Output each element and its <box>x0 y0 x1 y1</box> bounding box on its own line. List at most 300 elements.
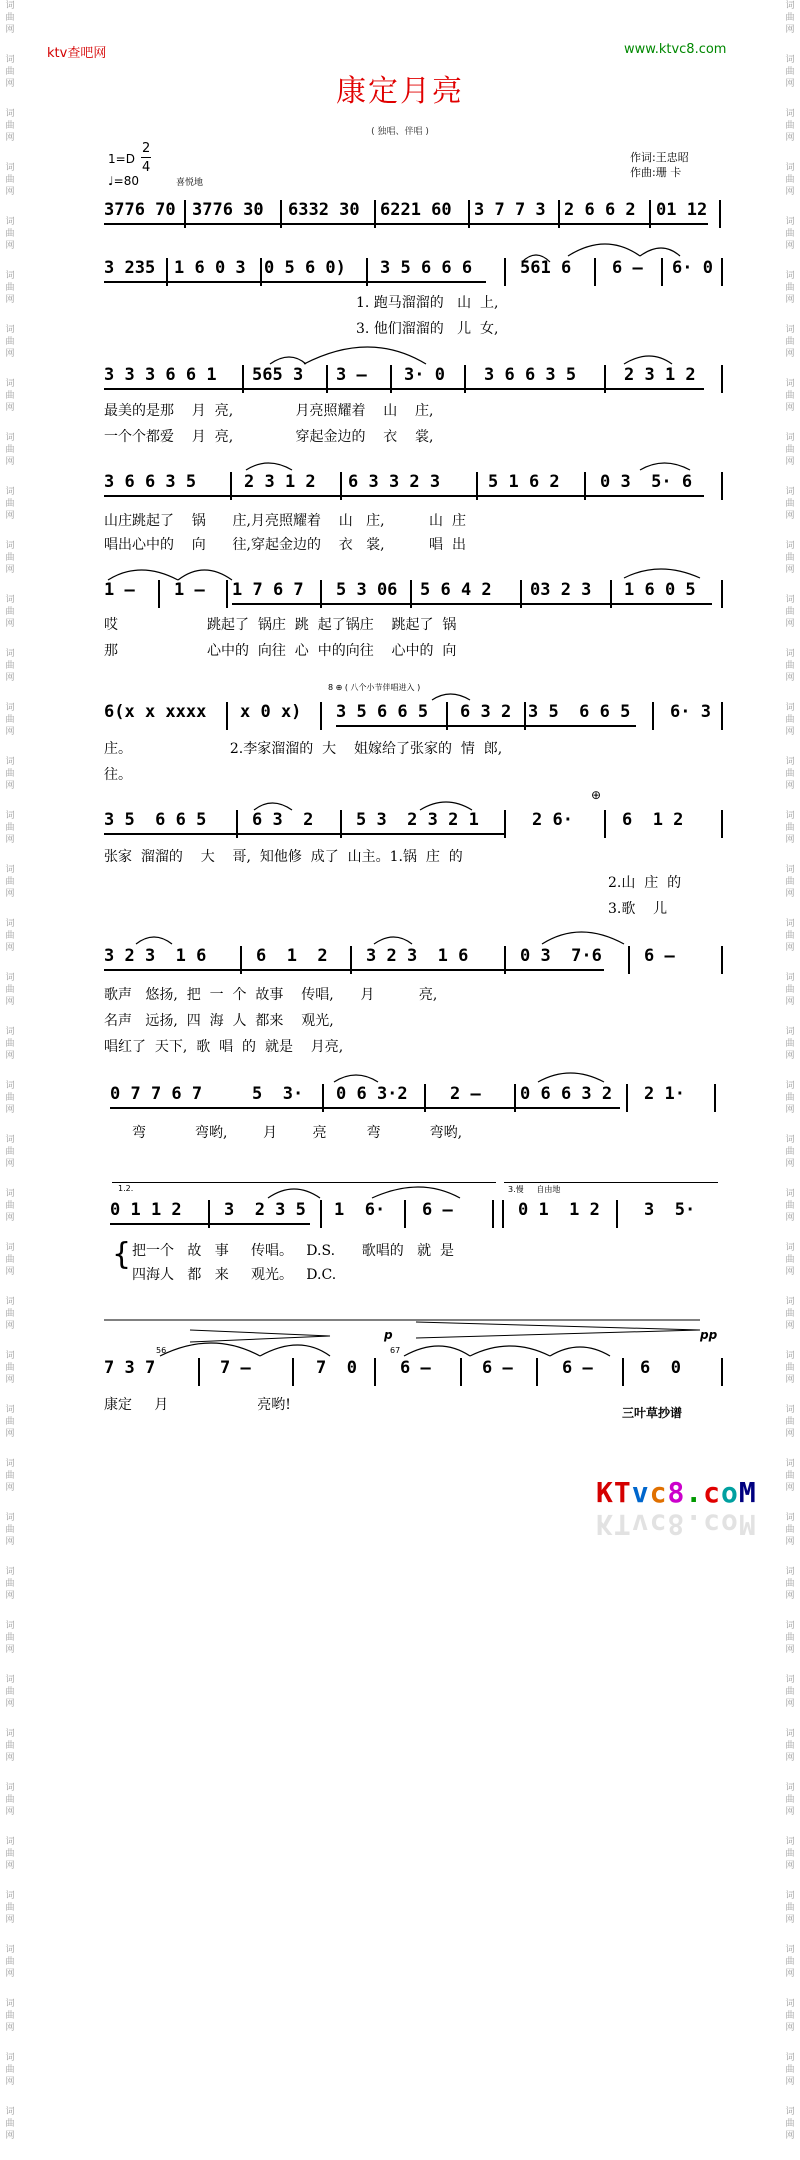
side-watermark-char: 曲 <box>785 823 795 833</box>
side-watermark-char: 曲 <box>785 1093 795 1103</box>
side-watermark-char: 网 <box>5 943 15 953</box>
measure: 2 6 6 2 <box>564 200 636 220</box>
side-watermark-char: 词 <box>785 379 795 389</box>
side-watermark-char: 网 <box>5 133 15 143</box>
measure: 6332 30 <box>288 200 360 220</box>
measure: 6· 0 <box>672 258 713 278</box>
side-watermark-char: 网 <box>785 79 795 89</box>
grace-note: 56 <box>156 1346 167 1355</box>
side-watermark-char: 网 <box>5 1213 15 1223</box>
side-watermark-char: 网 <box>785 1861 795 1871</box>
side-watermark-char: 网 <box>785 1375 795 1385</box>
measure: 6 0 <box>640 1358 681 1378</box>
side-watermark-char: 网 <box>5 1537 15 1547</box>
side-watermark-char: 网 <box>785 997 795 1007</box>
site-url[interactable]: www.ktvc8.com <box>624 42 727 57</box>
side-watermark-char: 网 <box>5 673 15 683</box>
side-watermark-char: 词 <box>5 1513 15 1523</box>
lyric-line: 康定 月 亮哟! <box>104 1397 291 1413</box>
measure: 6 1 2 <box>256 946 328 966</box>
measure: 7 – <box>220 1358 251 1378</box>
measure: 561 6 <box>520 258 572 278</box>
side-watermark-char: 词 <box>5 163 15 173</box>
score-row-6 <box>104 700 724 730</box>
side-watermark-char: 词 <box>5 55 15 65</box>
barline <box>721 580 723 608</box>
side-watermark-char: 曲 <box>5 445 15 455</box>
side-watermark-char: 词 <box>785 1891 795 1901</box>
side-watermark-char: 网 <box>5 781 15 791</box>
side-watermark-char: 曲 <box>785 1633 795 1643</box>
side-watermark-char: 曲 <box>785 661 795 671</box>
side-watermark-char: 网 <box>785 457 795 467</box>
side-watermark-char: 词 <box>5 703 15 713</box>
side-watermark-char: 曲 <box>5 175 15 185</box>
measure: 3 235 <box>104 258 156 278</box>
side-watermark-char: 词 <box>785 271 795 281</box>
side-watermark-char: 词 <box>785 487 795 497</box>
side-watermark-char: 词 <box>5 1999 15 2009</box>
barline <box>616 1200 618 1228</box>
score-row-2 <box>104 256 724 286</box>
side-watermark-char: 曲 <box>5 121 15 131</box>
side-watermark-char: 网 <box>5 511 15 521</box>
score-row-5 <box>104 578 724 608</box>
side-watermark-char: 词 <box>785 811 795 821</box>
side-watermark-char: 曲 <box>785 2065 795 2075</box>
time-signature-line <box>141 157 151 158</box>
side-watermark-char: 网 <box>5 1645 15 1655</box>
side-watermark-char: 网 <box>5 1429 15 1439</box>
side-watermark-char: 网 <box>5 1753 15 1763</box>
measure: 01 12 <box>656 200 708 220</box>
lyric-line: 一个个都爱 月 亮, 穿起金边的 衣 裳, <box>104 429 434 445</box>
measure: 3 3 3 6 6 1 <box>104 365 217 385</box>
measure: 6 – <box>562 1358 593 1378</box>
measure: 3 6 6 3 5 <box>484 365 577 385</box>
side-watermark-char: 网 <box>5 403 15 413</box>
side-watermark-char: 网 <box>5 457 15 467</box>
side-watermark-char: 词 <box>5 865 15 875</box>
side-watermark-char: 曲 <box>5 1957 15 1967</box>
measure: 6 – <box>422 1200 453 1220</box>
side-watermark-char: 词 <box>5 1189 15 1199</box>
side-watermark-char: 曲 <box>5 877 15 887</box>
side-watermark-char: 词 <box>5 1729 15 1739</box>
measure: 5 3· <box>252 1084 304 1104</box>
side-watermark-char: 词 <box>5 595 15 605</box>
measure: 3 5 6 6 5 <box>528 702 631 722</box>
side-watermark-char: 词 <box>5 1 15 11</box>
lyric-line: 弯 弯哟, 月 亮 弯 弯哟, <box>132 1125 463 1141</box>
side-watermark-char: 词 <box>5 811 15 821</box>
side-watermark-char: 词 <box>785 703 795 713</box>
side-watermark-char: 词 <box>5 1891 15 1901</box>
measure: 6(x x xxxx <box>104 702 207 722</box>
score-row-1 <box>104 198 724 228</box>
side-watermark-char: 词 <box>785 1405 795 1415</box>
side-watermark-char: 曲 <box>5 2011 15 2021</box>
side-watermark-char: 网 <box>5 565 15 575</box>
measure: 5 1 6 2 <box>488 472 560 492</box>
side-watermark-char: 网 <box>785 943 795 953</box>
side-watermark-char: 网 <box>785 2023 795 2033</box>
side-watermark-char: 曲 <box>5 769 15 779</box>
logo-letter: c <box>703 1476 722 1509</box>
side-watermark-char: 曲 <box>785 121 795 131</box>
score-row-3 <box>104 363 724 393</box>
side-watermark-char: 曲 <box>5 1471 15 1481</box>
side-watermark-char: 曲 <box>5 1093 15 1103</box>
side-watermark-char: 曲 <box>5 1201 15 1211</box>
measure: 2 1· <box>644 1084 685 1104</box>
measure: 7 0 <box>316 1358 357 1378</box>
tempo-mark: ♩=80 <box>108 174 139 188</box>
side-watermark-char: 词 <box>785 163 795 173</box>
side-watermark-char: 曲 <box>5 2065 15 2075</box>
side-watermark-char: 词 <box>5 325 15 335</box>
side-watermark-char: 网 <box>785 781 795 791</box>
side-watermark-char: 词 <box>5 109 15 119</box>
side-watermark-char: 网 <box>785 1645 795 1655</box>
volta-first: 1.2. <box>118 1184 134 1193</box>
side-watermark-char: 词 <box>5 1243 15 1253</box>
side-watermark-char: 曲 <box>5 1363 15 1373</box>
side-watermark-char: 曲 <box>785 769 795 779</box>
barline <box>721 946 723 974</box>
side-watermark-char: 曲 <box>785 715 795 725</box>
lyric-verse-1: 1. 跑马溜溜的 山 上, <box>356 295 499 311</box>
side-watermark-char: 曲 <box>785 931 795 941</box>
side-watermark-char: 曲 <box>5 1147 15 1157</box>
coda-sign-icon: ⊕ <box>591 788 602 802</box>
beam-line <box>110 1107 620 1109</box>
barline <box>320 702 322 730</box>
side-watermark-char: 词 <box>5 2053 15 2063</box>
side-watermark-char: 词 <box>5 379 15 389</box>
side-watermark-char: 曲 <box>5 1039 15 1049</box>
side-watermark-char: 曲 <box>785 1741 795 1751</box>
measure: 03 2 3 <box>530 580 592 600</box>
lyric-line: 最美的是那 月 亮, 月亮照耀着 山 庄, <box>104 403 434 419</box>
measure: 6· 3 <box>670 702 711 722</box>
side-watermark-char: 曲 <box>5 823 15 833</box>
side-watermark-char: 曲 <box>785 283 795 293</box>
side-watermark-char: 曲 <box>5 1255 15 1265</box>
measure: 5 3 2 3 2 1 <box>356 810 479 830</box>
barline <box>721 365 723 393</box>
measure: 7 3 7 <box>104 1358 156 1378</box>
barline <box>504 810 506 838</box>
barline <box>626 1084 628 1112</box>
side-watermark-char: 曲 <box>785 229 795 239</box>
beam-line <box>232 603 712 605</box>
barline <box>404 1200 406 1228</box>
measure: 6 – <box>400 1358 431 1378</box>
lyric-line: 名声 远扬, 四 海 人 都来 观光, <box>104 1013 334 1029</box>
side-watermark-char: 词 <box>5 1405 15 1415</box>
logo-letter: . <box>685 1476 704 1509</box>
side-watermark-char: 词 <box>5 919 15 929</box>
beam-line <box>104 223 708 225</box>
side-watermark-char: 曲 <box>785 1903 795 1913</box>
side-watermark-char: 网 <box>785 1591 795 1601</box>
side-watermark-char: 词 <box>785 109 795 119</box>
measure: x 0 x) <box>240 702 302 722</box>
lyric-line: 哎 跳起了 锅庄 跳 起了锅庄 跳起了 锅 <box>104 617 457 633</box>
side-watermark-char: 词 <box>785 217 795 227</box>
side-watermark-char: 网 <box>785 1051 795 1061</box>
barline <box>604 810 606 838</box>
logo-letter: M <box>738 1476 757 1509</box>
side-watermark-char: 曲 <box>5 2119 15 2129</box>
measure: 1 – <box>104 580 135 600</box>
measure: 6 – <box>644 946 675 966</box>
side-watermark-char: 曲 <box>785 391 795 401</box>
barline <box>714 1084 716 1112</box>
measure: 3 2 3 1 6 <box>104 946 207 966</box>
lyric-line: 庄。 2.李家溜溜的 大 姐嫁给了张家的 情 郎, <box>104 741 503 757</box>
side-watermark-char: 曲 <box>5 1795 15 1805</box>
side-watermark-char: 词 <box>5 541 15 551</box>
score-row-8 <box>104 944 724 974</box>
side-watermark-char: 网 <box>5 241 15 251</box>
side-watermark-char: 网 <box>785 1537 795 1547</box>
side-watermark-char: 网 <box>5 1861 15 1871</box>
beam-line <box>104 388 704 390</box>
side-watermark-char: 网 <box>785 1807 795 1817</box>
barline <box>502 1200 504 1228</box>
side-watermark-char: 网 <box>785 727 795 737</box>
song-title: 康定月亮 <box>336 74 464 109</box>
side-watermark-char: 词 <box>5 1027 15 1037</box>
side-watermark-char: 词 <box>785 1351 795 1361</box>
side-watermark-char: 曲 <box>785 337 795 347</box>
side-watermark-char: 词 <box>5 649 15 659</box>
credits <box>630 150 689 180</box>
side-watermark-char: 词 <box>785 2107 795 2117</box>
side-watermark-char: 词 <box>5 1297 15 1307</box>
side-watermark-char: 曲 <box>785 1255 795 1265</box>
side-watermark-char: 网 <box>5 25 15 35</box>
side-watermark-char: 曲 <box>5 553 15 563</box>
side-watermark-char: 曲 <box>785 2119 795 2129</box>
transcriber-signature: 三叶草抄谱 <box>622 1406 683 1420</box>
barline <box>628 946 630 974</box>
lyric-line: 唱出心中的 向 往,穿起金边的 衣 裳, 唱 出 <box>104 537 466 553</box>
side-watermark-char: 网 <box>785 1429 795 1439</box>
measure: 3 2 3 1 6 <box>366 946 469 966</box>
lyric-line: 把一个 故 事 传唱。 D.S. 歌唱的 就 是 <box>132 1243 454 1259</box>
logo-letter: v <box>631 1476 650 1509</box>
side-watermark-char: 词 <box>785 865 795 875</box>
side-watermark-char: 网 <box>785 241 795 251</box>
side-watermark-char: 网 <box>5 1105 15 1115</box>
measure: 6 3 2 <box>460 702 512 722</box>
time-signature-bottom: 4 <box>142 160 151 175</box>
side-watermark-char: 网 <box>785 2077 795 2087</box>
barline <box>504 258 506 286</box>
lyricist: 作词:王忠昭 <box>630 151 689 164</box>
beam-line <box>104 969 604 971</box>
score-row-9 <box>104 1082 724 1112</box>
barline <box>594 258 596 286</box>
side-watermark-char: 网 <box>785 1321 795 1331</box>
side-watermark-char: 网 <box>785 295 795 305</box>
side-watermark-char: 词 <box>785 1459 795 1469</box>
side-watermark-char: 网 <box>785 1105 795 1115</box>
lyric-verse-3: 3. 他们溜溜的 儿 女, <box>356 321 499 337</box>
side-watermark-char: 曲 <box>785 1363 795 1373</box>
side-watermark-char: 曲 <box>785 1309 795 1319</box>
side-watermark-char: 词 <box>5 1945 15 1955</box>
measure: 3 5 6 6 5 <box>336 702 429 722</box>
lyric-line: 唱红了 天下, 歌 唱 的 就是 月亮, <box>104 1039 344 1055</box>
side-watermark-char: 词 <box>5 433 15 443</box>
measure: 0 1 1 2 <box>518 1200 600 1220</box>
grace-note: 67 <box>390 1346 401 1355</box>
logo-letter: T <box>613 1476 632 1509</box>
side-watermark-char: 网 <box>785 133 795 143</box>
measure: 3 6 6 3 5 <box>104 472 197 492</box>
side-watermark-char: 网 <box>785 565 795 575</box>
side-watermark-char: 曲 <box>785 67 795 77</box>
side-watermark-char: 词 <box>785 55 795 65</box>
side-watermark-char: 曲 <box>785 1417 795 1427</box>
side-watermark-char: 网 <box>785 1213 795 1223</box>
measure: 0 3 5· 6 <box>600 472 693 492</box>
measure: 2 3 1 2 <box>244 472 316 492</box>
side-watermark-char: 词 <box>785 541 795 551</box>
side-watermark-char: 曲 <box>5 1417 15 1427</box>
side-watermark-char: 词 <box>785 325 795 335</box>
logo-letter: c <box>649 1476 668 1509</box>
barline <box>719 200 721 228</box>
side-watermark-char: 词 <box>5 1459 15 1469</box>
lyric-line: 四海人 都 来 观光。 D.C. <box>132 1267 337 1283</box>
side-watermark-char: 网 <box>5 1915 15 1925</box>
side-watermark-char: 词 <box>5 1621 15 1631</box>
lyric-line: 张家 溜溜的 大 哥, 知他修 成了 山主。1.锅 庄 的 <box>104 849 463 865</box>
side-watermark-char: 曲 <box>5 1903 15 1913</box>
barline <box>158 580 160 608</box>
beam-line <box>104 833 504 835</box>
barline <box>536 1358 538 1386</box>
barline <box>226 580 228 608</box>
barline <box>374 1358 376 1386</box>
measure: 3 5· <box>644 1200 696 1220</box>
side-watermark-char: 网 <box>5 835 15 845</box>
dynamic-p: p <box>384 1328 393 1342</box>
side-watermark-char: 网 <box>785 619 795 629</box>
side-watermark-char: 曲 <box>5 13 15 23</box>
barline <box>652 702 654 730</box>
side-watermark-char: 曲 <box>785 1957 795 1967</box>
measure: 3 2 3 5 <box>224 1200 306 1220</box>
side-watermark-char: 词 <box>5 487 15 497</box>
volta-bracket <box>112 1182 496 1183</box>
side-watermark-char: 词 <box>785 1675 795 1685</box>
measure: 1 6 0 3 <box>174 258 246 278</box>
side-watermark-char: 网 <box>5 889 15 899</box>
logo-letter: K <box>596 1476 614 1509</box>
key-signature: 1=D <box>108 152 135 166</box>
measure: 5 6 4 2 <box>420 580 492 600</box>
side-watermark-char: 曲 <box>785 175 795 185</box>
side-watermark-char: 曲 <box>785 445 795 455</box>
measure: 3 5 6 6 6 <box>380 258 473 278</box>
beam-line <box>104 495 704 497</box>
barline <box>721 1358 723 1386</box>
side-watermark-char: 曲 <box>785 553 795 563</box>
side-watermark-char: 词 <box>785 433 795 443</box>
side-watermark-char: 网 <box>785 1483 795 1493</box>
time-signature-top: 2 <box>142 141 151 156</box>
side-watermark-char: 词 <box>785 1999 795 2009</box>
side-watermark-char: 词 <box>785 973 795 983</box>
side-watermark-char: 曲 <box>5 1849 15 1859</box>
side-watermark-char: 网 <box>785 889 795 899</box>
side-watermark-char: 曲 <box>785 13 795 23</box>
side-watermark-char: 网 <box>5 349 15 359</box>
side-watermark-char: 网 <box>785 511 795 521</box>
side-watermark-char: 曲 <box>5 931 15 941</box>
measure: 565 3 <box>252 365 304 385</box>
barline <box>198 1358 200 1386</box>
side-watermark-char: 词 <box>785 1837 795 1847</box>
site-name[interactable]: ktv查吧网 <box>47 46 107 61</box>
measure: 6221 60 <box>380 200 452 220</box>
side-watermark-char: 曲 <box>5 1687 15 1697</box>
side-watermark-char: 曲 <box>785 1795 795 1805</box>
side-watermark-char: 词 <box>785 1945 795 1955</box>
measure: 6 – <box>612 258 643 278</box>
side-watermark-char: 词 <box>5 2107 15 2117</box>
side-watermark-char: 网 <box>5 187 15 197</box>
measure: 2 3 1 2 <box>624 365 696 385</box>
measure: 3 – <box>336 365 367 385</box>
score-row-7 <box>104 788 724 838</box>
logo-letter: 8 <box>667 1476 686 1509</box>
side-watermark-char: 词 <box>785 2053 795 2063</box>
measure: 3 5 6 6 5 <box>104 810 207 830</box>
side-watermark-char: 词 <box>5 757 15 767</box>
side-watermark-char: 曲 <box>785 1525 795 1535</box>
side-watermark-char: 词 <box>785 1189 795 1199</box>
side-watermark-char: 词 <box>785 1081 795 1091</box>
side-watermark-char: 网 <box>5 295 15 305</box>
measure: 0 5 6 0) <box>264 258 346 278</box>
side-watermark-char: 网 <box>5 79 15 89</box>
side-watermark-char: 网 <box>785 1915 795 1925</box>
measure: 2 – <box>450 1084 481 1104</box>
measure: 3· 0 <box>404 365 445 385</box>
ktvc8-logo <box>596 1476 757 1509</box>
side-watermark-char: 网 <box>5 997 15 1007</box>
side-watermark-char: 曲 <box>5 661 15 671</box>
beam-line <box>104 281 486 283</box>
side-watermark-left <box>0 0 20 2141</box>
side-watermark-char: 曲 <box>5 1525 15 1535</box>
side-watermark-char: 曲 <box>785 1849 795 1859</box>
barline <box>460 1358 462 1386</box>
side-watermark-char: 曲 <box>785 1201 795 1211</box>
side-watermark-char: 词 <box>5 1351 15 1361</box>
measure: 0 3 7·6 <box>520 946 602 966</box>
barline <box>622 1358 624 1386</box>
lyric-line: 歌声 悠扬, 把 一 个 故事 传唱, 月 亮, <box>104 987 438 1003</box>
measure: 1 7 6 7 <box>232 580 304 600</box>
